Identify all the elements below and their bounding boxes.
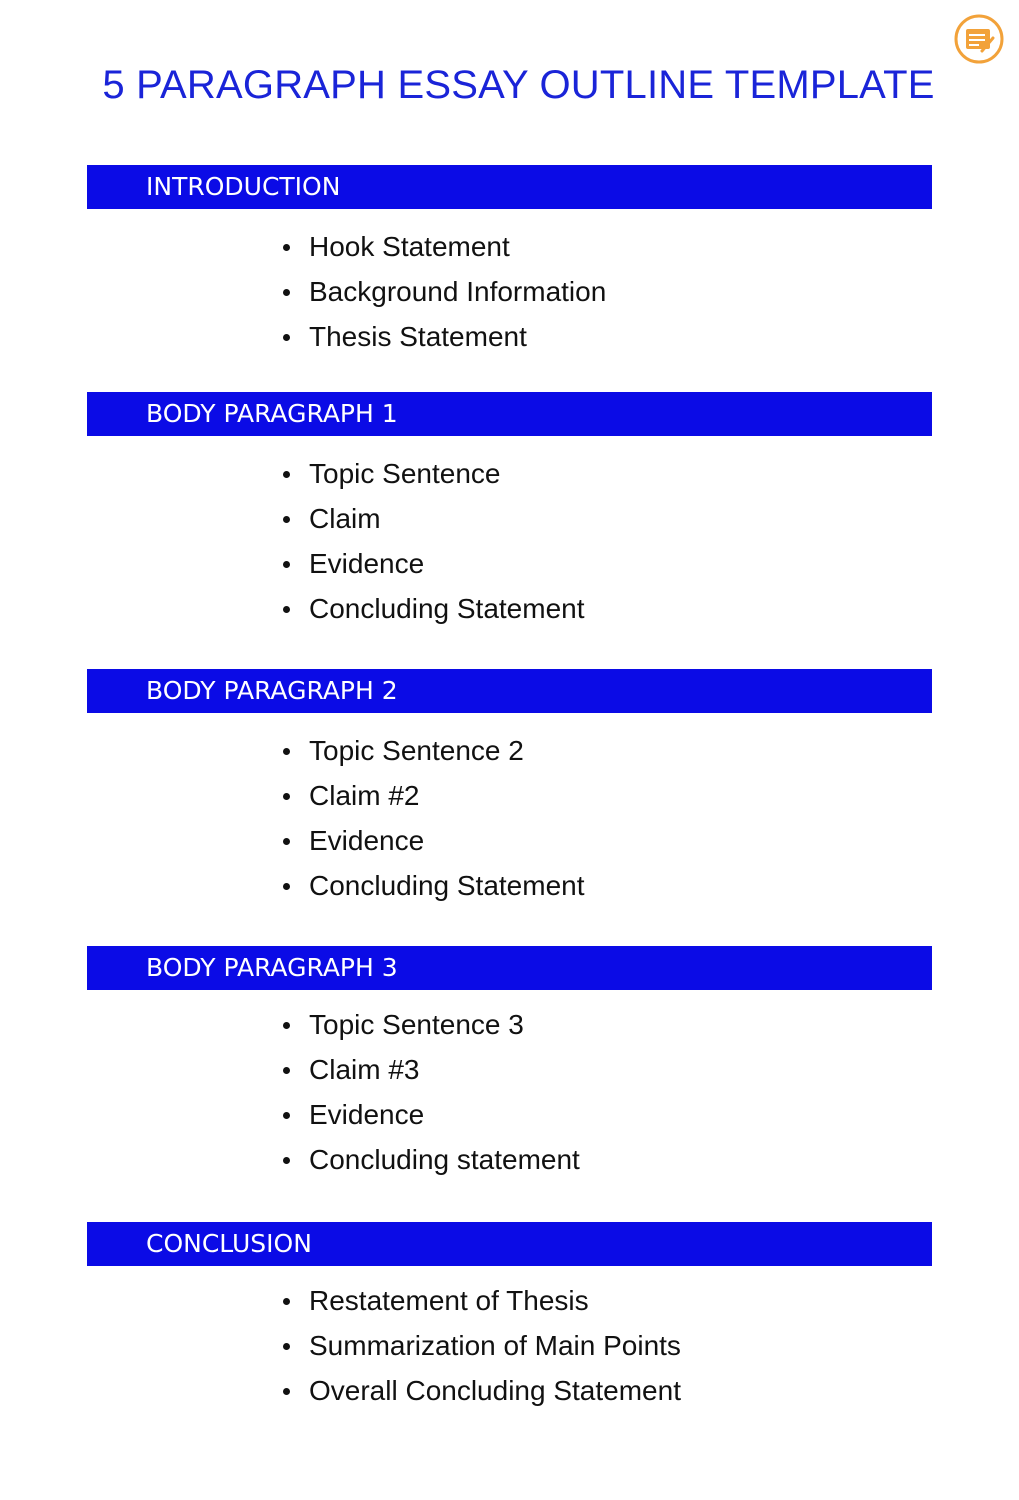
bullet-icon	[283, 471, 290, 478]
bullet-icon	[283, 1112, 290, 1119]
list-item: Claim	[280, 502, 585, 547]
bullet-icon	[283, 606, 290, 613]
section-header-body-paragraph-2	[87, 669, 932, 713]
list-item: Concluding Statement	[280, 869, 585, 914]
bullet-icon	[283, 838, 290, 845]
section-list-body-paragraph-2	[280, 734, 585, 914]
list-item: Overall Concluding Statement	[280, 1374, 681, 1419]
list-item: Topic Sentence 2	[280, 734, 585, 779]
bullet-icon	[283, 1157, 290, 1164]
list-item: Background Information	[280, 275, 606, 320]
list-item: Concluding Statement	[280, 592, 585, 637]
section-header-body-paragraph-3	[87, 946, 932, 990]
bullet-icon	[283, 244, 290, 251]
list-item: Restatement of Thesis	[280, 1284, 681, 1329]
bullet-icon	[283, 1298, 290, 1305]
section-heading: BODY PARAGRAPH 3	[146, 953, 398, 982]
page-title: 5 PARAGRAPH ESSAY OUTLINE TEMPLATE	[102, 63, 935, 107]
bullet-icon	[283, 883, 290, 890]
bullet-icon	[283, 561, 290, 568]
bullet-icon	[283, 1388, 290, 1395]
bullet-icon	[283, 516, 290, 523]
notepad-pencil-icon	[954, 14, 1004, 64]
bullet-icon	[283, 748, 290, 755]
section-list-body-paragraph-3	[280, 1008, 580, 1188]
bullet-icon	[283, 334, 290, 341]
section-list-introduction	[280, 230, 606, 365]
bullet-icon	[283, 1067, 290, 1074]
section-header-introduction	[87, 165, 932, 209]
section-heading: INTRODUCTION	[146, 172, 341, 201]
list-item: Evidence	[280, 824, 585, 869]
list-item: Claim #2	[280, 779, 585, 824]
list-item: Evidence	[280, 1098, 580, 1143]
list-item: Concluding statement	[280, 1143, 580, 1188]
section-header-conclusion	[87, 1222, 932, 1266]
list-item: Topic Sentence 3	[280, 1008, 580, 1053]
section-list-conclusion	[280, 1284, 681, 1419]
list-item: Claim #3	[280, 1053, 580, 1098]
section-heading: BODY PARAGRAPH 2	[146, 676, 398, 705]
bullet-icon	[283, 289, 290, 296]
bullet-icon	[283, 1022, 290, 1029]
list-item: Hook Statement	[280, 230, 606, 275]
section-list-body-paragraph-1	[280, 457, 585, 637]
bullet-icon	[283, 793, 290, 800]
section-header-body-paragraph-1	[87, 392, 932, 436]
list-item: Summarization of Main Points	[280, 1329, 681, 1374]
section-heading: CONCLUSION	[146, 1229, 312, 1258]
list-item: Topic Sentence	[280, 457, 585, 502]
list-item: Thesis Statement	[280, 320, 606, 365]
list-item: Evidence	[280, 547, 585, 592]
bullet-icon	[283, 1343, 290, 1350]
section-heading: BODY PARAGRAPH 1	[146, 399, 398, 428]
